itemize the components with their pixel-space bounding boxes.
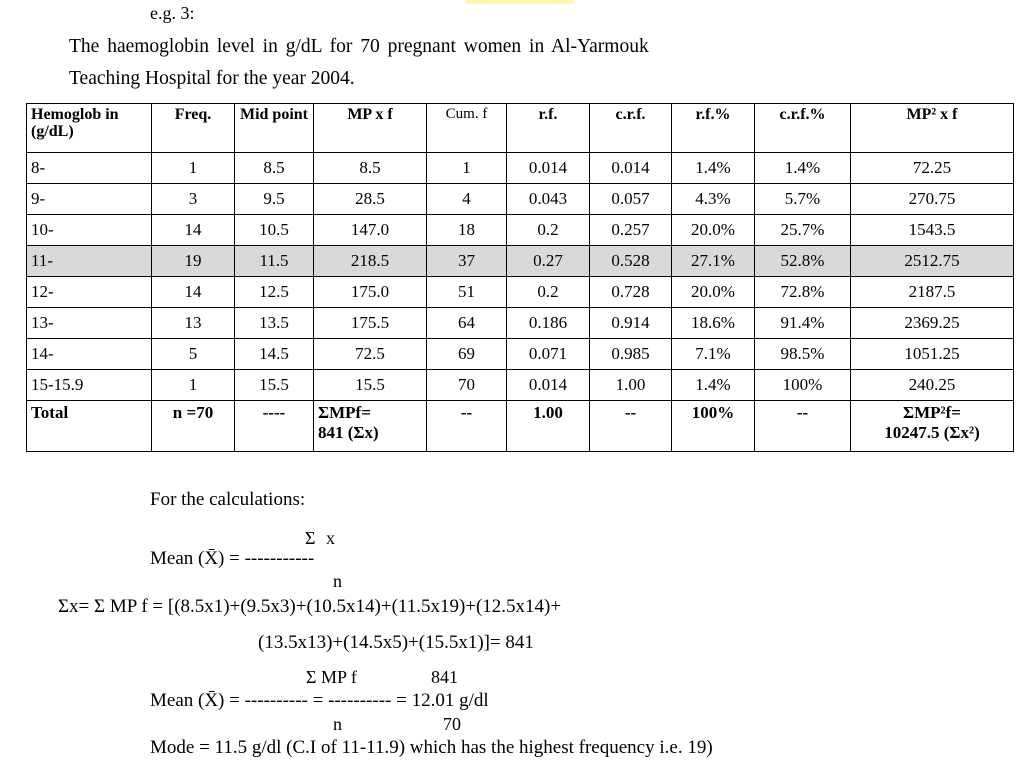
cell-crf: 0.728 [590,277,672,308]
table-row [27,277,1014,308]
total-mid-text: ---- [262,403,286,422]
cell-class: 14- [27,339,152,370]
cell-mp2f: 2512.75 [851,246,1014,277]
total-mpxf-text: ΣMPf= [318,403,371,422]
table-row [27,370,1014,401]
total-cumf [427,401,507,452]
intro-line-2: Teaching Hospital for the year 2004. [69,68,355,89]
cell-rf: 0.2 [507,277,590,308]
header-mp2f: MP² x f [851,104,1014,153]
table-row [27,246,1014,277]
header-mid: Mid point [235,104,314,153]
intro-line-1: The haemoglobin level in g/dL for 70 pregnant women in Al-Yarmouk [69,36,649,57]
cell-crfp: 52.8% [755,246,851,277]
header-mpxf: MP x f [314,104,427,153]
mean-formula-denominator: n [333,571,342,591]
cell-crf: 0.985 [590,339,672,370]
cell-freq: 14 [152,215,235,246]
cell-rfp: 7.1% [672,339,755,370]
header-freq: Freq. [152,104,235,153]
cell-mp2f: 1051.25 [851,339,1014,370]
cell-cumf: 70 [427,370,507,401]
cell-rfp: 1.4% [672,370,755,401]
total-freq-text: n =70 [172,403,214,422]
cell-mid: 15.5 [235,370,314,401]
cell-mpxf: 175.5 [314,308,427,339]
total-rfp [672,401,755,452]
cell-mpxf: 72.5 [314,339,427,370]
cell-class: 9- [27,184,152,215]
cell-cumf: 37 [427,246,507,277]
cell-class: 11- [27,246,152,277]
cell-mpxf: 147.0 [314,215,427,246]
table-row [27,308,1014,339]
mean-formula-numerator: Σ x [305,528,338,548]
cell-rfp: 18.6% [672,308,755,339]
cell-mp2f: 270.75 [851,184,1014,215]
sum-x-line-2: (13.5x13)+(14.5x5)+(15.5x1)]= 841 [258,632,534,653]
total-mpxf-text: 841 (Σx) [318,423,379,442]
cell-mp2f: 240.25 [851,370,1014,401]
yellow-highlight-mark [465,0,573,4]
mean-calc-numerator-left: Σ MP f [306,667,357,687]
calculations-heading: For the calculations: [150,489,306,510]
frequency-table [26,103,1014,452]
total-class [27,401,152,452]
cell-crf: 0.014 [590,153,672,184]
cell-rfp: 20.0% [672,277,755,308]
cell-mid: 8.5 [235,153,314,184]
cell-mp2f: 72.25 [851,153,1014,184]
cell-rfp: 4.3% [672,184,755,215]
total-rf [507,401,590,452]
cell-mp2f: 2187.5 [851,277,1014,308]
cell-class: 13- [27,308,152,339]
table-row [27,339,1014,370]
cell-mid: 14.5 [235,339,314,370]
cell-rf: 0.014 [507,153,590,184]
total-crf [590,401,672,452]
cell-class: 15-15.9 [27,370,152,401]
mode-line: Mode = 11.5 g/dl (C.I of 11-11.9) which has the highest frequency i.e. 19) [150,737,713,758]
cell-freq: 13 [152,308,235,339]
total-crf-text: -- [624,403,637,422]
total-cumf-text: -- [460,403,473,422]
cell-crf: 1.00 [590,370,672,401]
total-mp2f-text: 10247.5 (Σx²) [884,423,980,442]
cell-cumf: 64 [427,308,507,339]
total-crfp-text: -- [796,403,809,422]
total-mid [235,401,314,452]
header-cumf: Cum. f [427,104,507,153]
table-header-row [27,104,1014,153]
cell-rf: 0.043 [507,184,590,215]
cell-crfp: 98.5% [755,339,851,370]
total-mp2f-text: ΣMP²f= [903,403,961,422]
cell-rf: 0.2 [507,215,590,246]
mean-calc-denominator-left: n [333,714,342,734]
cell-crfp: 25.7% [755,215,851,246]
cell-rfp: 27.1% [672,246,755,277]
cell-mpxf: 28.5 [314,184,427,215]
cell-crfp: 91.4% [755,308,851,339]
cell-crfp: 5.7% [755,184,851,215]
cell-cumf: 69 [427,339,507,370]
cell-class: 12- [27,277,152,308]
total-crfp [755,401,851,452]
table-row [27,184,1014,215]
cell-cumf: 4 [427,184,507,215]
total-class-text: Total [31,403,69,422]
cell-freq: 1 [152,153,235,184]
cell-mpxf: 15.5 [314,370,427,401]
mean-calc: Mean (X̄) = ---------- = ---------- = 12.01 g/dl [150,690,489,711]
total-mp2f [851,401,1014,452]
cell-freq: 14 [152,277,235,308]
cell-crf: 0.057 [590,184,672,215]
cell-mid: 9.5 [235,184,314,215]
header-rf: r.f. [507,104,590,153]
cell-mp2f: 1543.5 [851,215,1014,246]
total-rfp-text: 100% [691,403,735,422]
mean-formula: Mean (X̄) = ----------- [150,548,315,569]
cell-class: 8- [27,153,152,184]
cell-freq: 19 [152,246,235,277]
cell-crfp: 100% [755,370,851,401]
cell-freq: 3 [152,184,235,215]
header-rfp: r.f.% [672,104,755,153]
table-total-row [27,401,1014,452]
cell-mid: 13.5 [235,308,314,339]
cell-rfp: 20.0% [672,215,755,246]
header-crfp: c.r.f.% [755,104,851,153]
sum-x-line-1: Σx= Σ MP f = [(8.5x1)+(9.5x3)+(10.5x14)+(11.5x19)+(12.5x14)+ [58,596,562,617]
cell-mpxf: 218.5 [314,246,427,277]
cell-rf: 0.27 [507,246,590,277]
header-class: Hemoglob in (g/dL) [27,104,152,153]
cell-cumf: 51 [427,277,507,308]
cell-mp2f: 2369.25 [851,308,1014,339]
cell-mpxf: 175.0 [314,277,427,308]
cell-mpxf: 8.5 [314,153,427,184]
mean-calc-numerator-right: 841 [431,667,458,687]
cell-mid: 11.5 [235,246,314,277]
header-crf: c.r.f. [590,104,672,153]
total-mpxf [314,401,427,452]
example-label: e.g. 3: [150,3,195,23]
cell-rf: 0.186 [507,308,590,339]
total-rf-text: 1.00 [533,403,563,422]
cell-class: 10- [27,215,152,246]
cell-rfp: 1.4% [672,153,755,184]
cell-crf: 0.914 [590,308,672,339]
total-freq [152,401,235,452]
cell-rf: 0.071 [507,339,590,370]
cell-crf: 0.257 [590,215,672,246]
cell-freq: 5 [152,339,235,370]
table-row [27,215,1014,246]
cell-crf: 0.528 [590,246,672,277]
cell-mid: 12.5 [235,277,314,308]
cell-freq: 1 [152,370,235,401]
cell-cumf: 18 [427,215,507,246]
table-row [27,153,1014,184]
cell-crfp: 1.4% [755,153,851,184]
cell-crfp: 72.8% [755,277,851,308]
cell-cumf: 1 [427,153,507,184]
mean-calc-denominator-right: 70 [443,714,461,734]
cell-rf: 0.014 [507,370,590,401]
cell-mid: 10.5 [235,215,314,246]
